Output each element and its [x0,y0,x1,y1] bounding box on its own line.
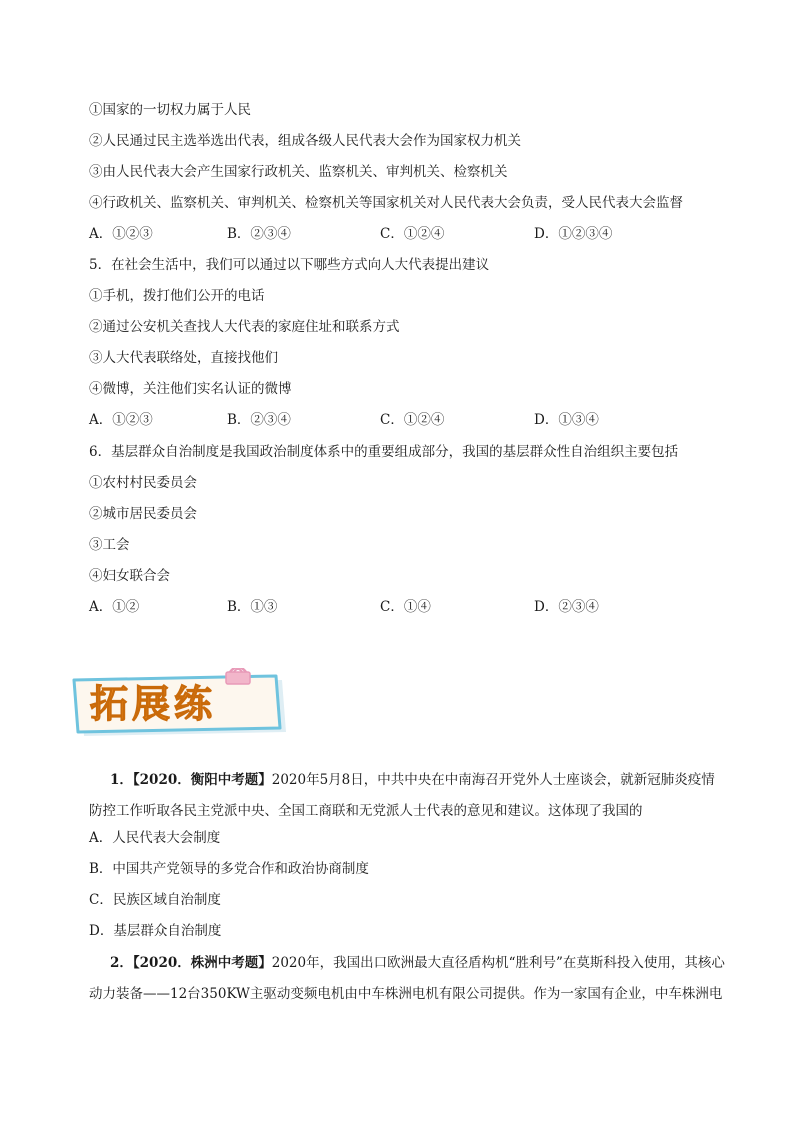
e1-source: 【2020．衡阳中考题】 [132,772,272,788]
q4-item-1: ①国家的一切权力属于人民 [89,102,251,118]
q4-option-b[interactable]: B．②③④ [227,226,291,242]
q4-option-c[interactable]: C．①②④ [380,226,445,242]
q5-item-3: ③人大代表联络处，直接找他们 [89,350,278,366]
binder-clip-icon [226,668,250,684]
section-title: 拓展练 [90,682,217,726]
e1-number: 1． [110,772,133,788]
q5-stem: 5．在社会生活中，我们可以通过以下哪些方式向人大代表提出建议 [89,257,490,273]
q6-item-3: ③工会 [89,537,130,553]
q5-option-d[interactable]: D．①③④ [534,412,599,428]
q6-options [89,597,729,617]
q5-options [89,410,729,430]
q4-option-a[interactable]: A．①②③ [89,226,153,242]
q5-item-1: ①手机，拨打他们公开的电话 [89,288,265,304]
q6-option-b[interactable]: B．①③ [227,599,278,615]
e1-stem-text1: 2020年5月8日，中共中央在中南海召开党外人士座谈会，就新冠肺炎疫情 [271,772,715,788]
q6-option-d[interactable]: D．②③④ [534,599,599,615]
e1-stem-line2: 防控工作听取各民主党派中央、全国工商联和无党派人士代表的意见和建议。这体现了我国的 [89,803,643,819]
q4-item-2: ②人民通过民主选举选出代表，组成各级人民代表大会作为国家权力机关 [89,133,521,149]
q5-item-2: ②通过公安机关查找人大代表的家庭住址和联系方式 [89,319,400,335]
q5-item-4: ④微博，关注他们实名认证的微博 [89,381,292,397]
e2-stem-text1: 2020年，我国出口欧洲最大直径盾构机“胜利号”在莫斯科投入使用，其核心 [271,955,725,971]
e1-option-c[interactable]: C．民族区域自治制度 [89,892,221,908]
e2-stem-line1 [110,953,725,973]
e1-stem-line1 [110,770,715,790]
q6-item-4: ④妇女联合会 [89,568,170,584]
q4-option-d[interactable]: D．①②③④ [534,226,613,242]
q6-option-a[interactable]: A．①② [89,599,140,615]
e2-stem-line2: 动力装备——12台350KW主驱动变频电机由中车株洲电机有限公司提供。作为一家国有企业，中车株洲电 [89,986,723,1002]
e1-option-d[interactable]: D．基层群众自治制度 [89,923,222,939]
q5-option-a[interactable]: A．①②③ [89,412,153,428]
q6-option-c[interactable]: C．①④ [380,599,431,615]
q4-item-3: ③由人民代表大会产生国家行政机关、监察机关、审判机关、检察机关 [89,164,508,180]
e1-option-b[interactable]: B．中国共产党领导的多党合作和政治协商制度 [89,861,369,877]
q4-item-4: ④行政机关、监察机关、审判机关、检察机关等国家机关对人民代表大会负责，受人民代表大会监督 [89,195,683,211]
q6-stem: 6．基层群众自治制度是我国政治制度体系中的重要组成部分，我国的基层群众性自治组织主要包括 [89,444,679,460]
q6-item-1: ①农村村民委员会 [89,475,197,491]
e1-option-a[interactable]: A．人民代表大会制度 [89,830,221,846]
q4-options [89,224,729,244]
q6-item-2: ②城市居民委员会 [89,506,197,522]
e2-source: 【2020．株洲中考题】 [132,955,272,971]
q5-option-c[interactable]: C．①②④ [380,412,445,428]
e2-number: 2． [110,955,133,971]
q5-option-b[interactable]: B．②③④ [227,412,291,428]
section-banner [70,668,290,740]
